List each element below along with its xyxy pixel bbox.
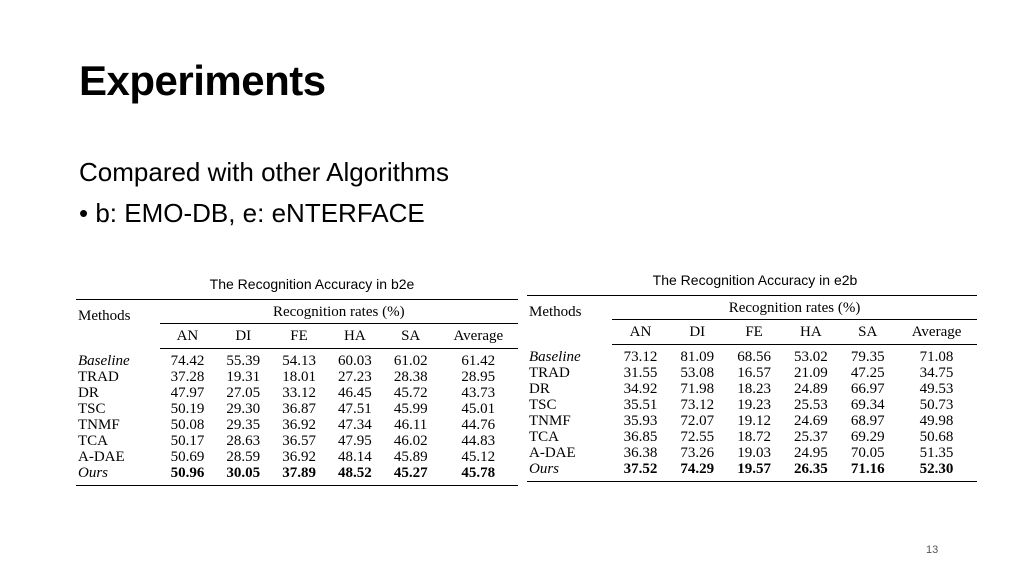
table-row [76, 465, 518, 486]
table-cell: 24.95 [794, 444, 828, 461]
table-cell: 61.42 [461, 352, 496, 369]
column-header: AN [160, 323, 216, 348]
method-name: TRAD [78, 368, 119, 385]
table-cell: 49.53 [919, 380, 954, 397]
table-cell: 28.63 [226, 432, 261, 449]
table-cell: 45.01 [461, 400, 496, 417]
results-table-e2b [527, 295, 977, 482]
table-cell: 50.19 [170, 400, 205, 417]
table-e2b-block [527, 272, 977, 482]
table-cell: 19.12 [737, 412, 771, 429]
table-row [527, 429, 977, 445]
method-name: A-DAE [78, 448, 125, 465]
table-row [527, 461, 977, 482]
slide-subtitle: Compared with other Algorithms [79, 157, 449, 187]
table-row [76, 449, 518, 465]
table-cell: 30.05 [215, 465, 271, 486]
table-cell: 45.12 [461, 448, 496, 465]
table-cell: 47.95 [338, 432, 372, 449]
table-cell: 27.05 [226, 384, 261, 401]
method-name: TNMF [529, 412, 571, 429]
table-cell: 50.96 [160, 465, 216, 486]
table-row [527, 344, 977, 365]
table-cell: 81.09 [680, 348, 715, 365]
table-cell: 52.30 [896, 461, 977, 482]
table-cell: 36.87 [282, 400, 316, 417]
table-cell: 68.56 [737, 348, 771, 365]
table-cell: 50.68 [919, 428, 954, 445]
table-cell: 18.72 [737, 428, 771, 445]
table-cell: 50.69 [170, 448, 205, 465]
column-header: Average [896, 319, 977, 344]
table-row [76, 401, 518, 417]
table-cell: 27.23 [338, 368, 372, 385]
column-header: SA [383, 323, 439, 348]
table-cell: 47.34 [338, 416, 372, 433]
table-cell: 25.37 [794, 428, 828, 445]
table-cell: 61.02 [393, 352, 428, 369]
method-name: TNMF [78, 416, 120, 433]
table-cell: 69.29 [850, 428, 885, 445]
table-cell: 45.72 [393, 384, 428, 401]
table-cell: 79.35 [850, 348, 885, 365]
column-header: FE [726, 319, 783, 344]
table-cell: 50.17 [170, 432, 205, 449]
table-cell: 46.11 [394, 416, 428, 433]
method-name: TSC [78, 400, 106, 417]
table-cell: 19.23 [737, 396, 771, 413]
table-cell: 48.52 [327, 465, 383, 486]
table-cell: 72.55 [680, 428, 715, 445]
table-cell: 73.26 [680, 444, 715, 461]
table-cell: 36.38 [623, 444, 658, 461]
table-cell: 47.25 [850, 364, 885, 381]
table-cell: 46.02 [393, 432, 428, 449]
table-cell: 45.78 [439, 465, 518, 486]
column-header: HA [327, 323, 383, 348]
table-row [76, 417, 518, 433]
table-cell: 51.35 [919, 444, 954, 461]
table-cell: 53.08 [680, 364, 715, 381]
table-row [527, 365, 977, 381]
table-cell: 35.51 [623, 396, 658, 413]
table-cell: 36.57 [282, 432, 316, 449]
table-row [76, 369, 518, 385]
table-cell: 29.35 [226, 416, 261, 433]
table-cell: 34.92 [623, 380, 658, 397]
methods-header: Methods [527, 295, 612, 344]
table-caption: The Recognition Accuracy in b2e [209, 276, 415, 292]
table-row [76, 348, 518, 369]
column-header: HA [782, 319, 839, 344]
method-name: Baseline [529, 348, 581, 365]
column-header: DI [669, 319, 726, 344]
table-row [527, 397, 977, 413]
method-name: DR [78, 384, 99, 401]
table-row [527, 445, 977, 461]
table-cell: 72.07 [680, 412, 715, 429]
table-cell: 44.76 [461, 416, 496, 433]
table-row [527, 381, 977, 397]
table-cell: 74.42 [170, 352, 205, 369]
table-cell: 66.97 [850, 380, 885, 397]
table-cell: 50.73 [919, 396, 954, 413]
table-row [76, 433, 518, 449]
table-cell: 69.34 [850, 396, 885, 413]
table-cell: 55.39 [226, 352, 261, 369]
table-b2e-block [76, 276, 518, 486]
column-header: AN [612, 319, 669, 344]
table-cell: 34.75 [919, 364, 954, 381]
column-header: SA [839, 319, 896, 344]
table-cell: 24.69 [794, 412, 828, 429]
table-cell: 54.13 [282, 352, 316, 369]
table-cell: 45.89 [393, 448, 428, 465]
table-caption: The Recognition Accuracy in e2b [652, 272, 858, 288]
table-row [527, 413, 977, 429]
table-cell: 49.98 [919, 412, 954, 429]
method-name: Ours [527, 461, 612, 482]
table-row [76, 385, 518, 401]
table-cell: 21.09 [794, 364, 828, 381]
table-cell: 50.08 [170, 416, 205, 433]
table-cell: 48.14 [338, 448, 372, 465]
table-cell: 44.83 [461, 432, 496, 449]
table-cell: 26.35 [782, 461, 839, 482]
table-cell: 47.97 [170, 384, 205, 401]
method-name: DR [529, 380, 550, 397]
table-body [76, 348, 518, 485]
table-cell: 53.02 [794, 348, 828, 365]
bullet-text: • b: EMO-DB, e: eNTERFACE [79, 198, 425, 228]
methods-header: Methods [76, 299, 160, 348]
recognition-rates-header: Recognition rates (%) [612, 295, 977, 319]
table-cell: 37.52 [612, 461, 669, 482]
table-cell: 28.38 [393, 368, 428, 385]
table-cell: 37.89 [271, 465, 327, 486]
table-cell: 19.31 [226, 368, 261, 385]
table-cell: 33.12 [282, 384, 316, 401]
table-cell: 18.01 [282, 368, 316, 385]
table-cell: 37.28 [170, 368, 205, 385]
table-cell: 73.12 [680, 396, 715, 413]
table-cell: 71.98 [680, 380, 715, 397]
table-cell: 43.73 [461, 384, 496, 401]
page-number: 13 [926, 544, 939, 556]
method-name: TCA [78, 432, 108, 449]
table-cell: 25.53 [794, 396, 828, 413]
table-cell: 28.59 [226, 448, 261, 465]
table-cell: 47.51 [338, 400, 372, 417]
table-cell: 60.03 [338, 352, 372, 369]
results-table-b2e [76, 299, 518, 486]
method-name: Ours [76, 465, 160, 486]
slide-title: Experiments [79, 57, 326, 104]
recognition-rates-header: Recognition rates (%) [160, 299, 518, 323]
column-header: Average [439, 323, 518, 348]
method-name: TCA [529, 428, 559, 445]
table-cell: 35.93 [623, 412, 658, 429]
method-name: A-DAE [529, 444, 576, 461]
method-name: Baseline [78, 352, 130, 369]
table-cell: 18.23 [737, 380, 771, 397]
method-name: TSC [529, 396, 557, 413]
method-name: TRAD [529, 364, 570, 381]
column-header: DI [215, 323, 271, 348]
table-cell: 68.97 [850, 412, 885, 429]
table-cell: 74.29 [669, 461, 726, 482]
table-cell: 36.85 [623, 428, 658, 445]
column-header: FE [271, 323, 327, 348]
table-cell: 45.27 [383, 465, 439, 486]
table-cell: 28.95 [461, 368, 496, 385]
table-cell: 70.05 [850, 444, 885, 461]
table-cell: 45.99 [393, 400, 428, 417]
table-cell: 71.16 [839, 461, 896, 482]
table-cell: 31.55 [623, 364, 658, 381]
table-cell: 19.03 [737, 444, 771, 461]
table-body [527, 344, 977, 481]
table-cell: 73.12 [623, 348, 658, 365]
table-cell: 71.08 [919, 348, 954, 365]
table-cell: 16.57 [737, 364, 771, 381]
table-cell: 36.92 [282, 448, 316, 465]
table-cell: 46.45 [338, 384, 372, 401]
table-cell: 29.30 [226, 400, 261, 417]
table-cell: 19.57 [726, 461, 783, 482]
table-cell: 36.92 [282, 416, 316, 433]
table-cell: 24.89 [794, 380, 828, 397]
